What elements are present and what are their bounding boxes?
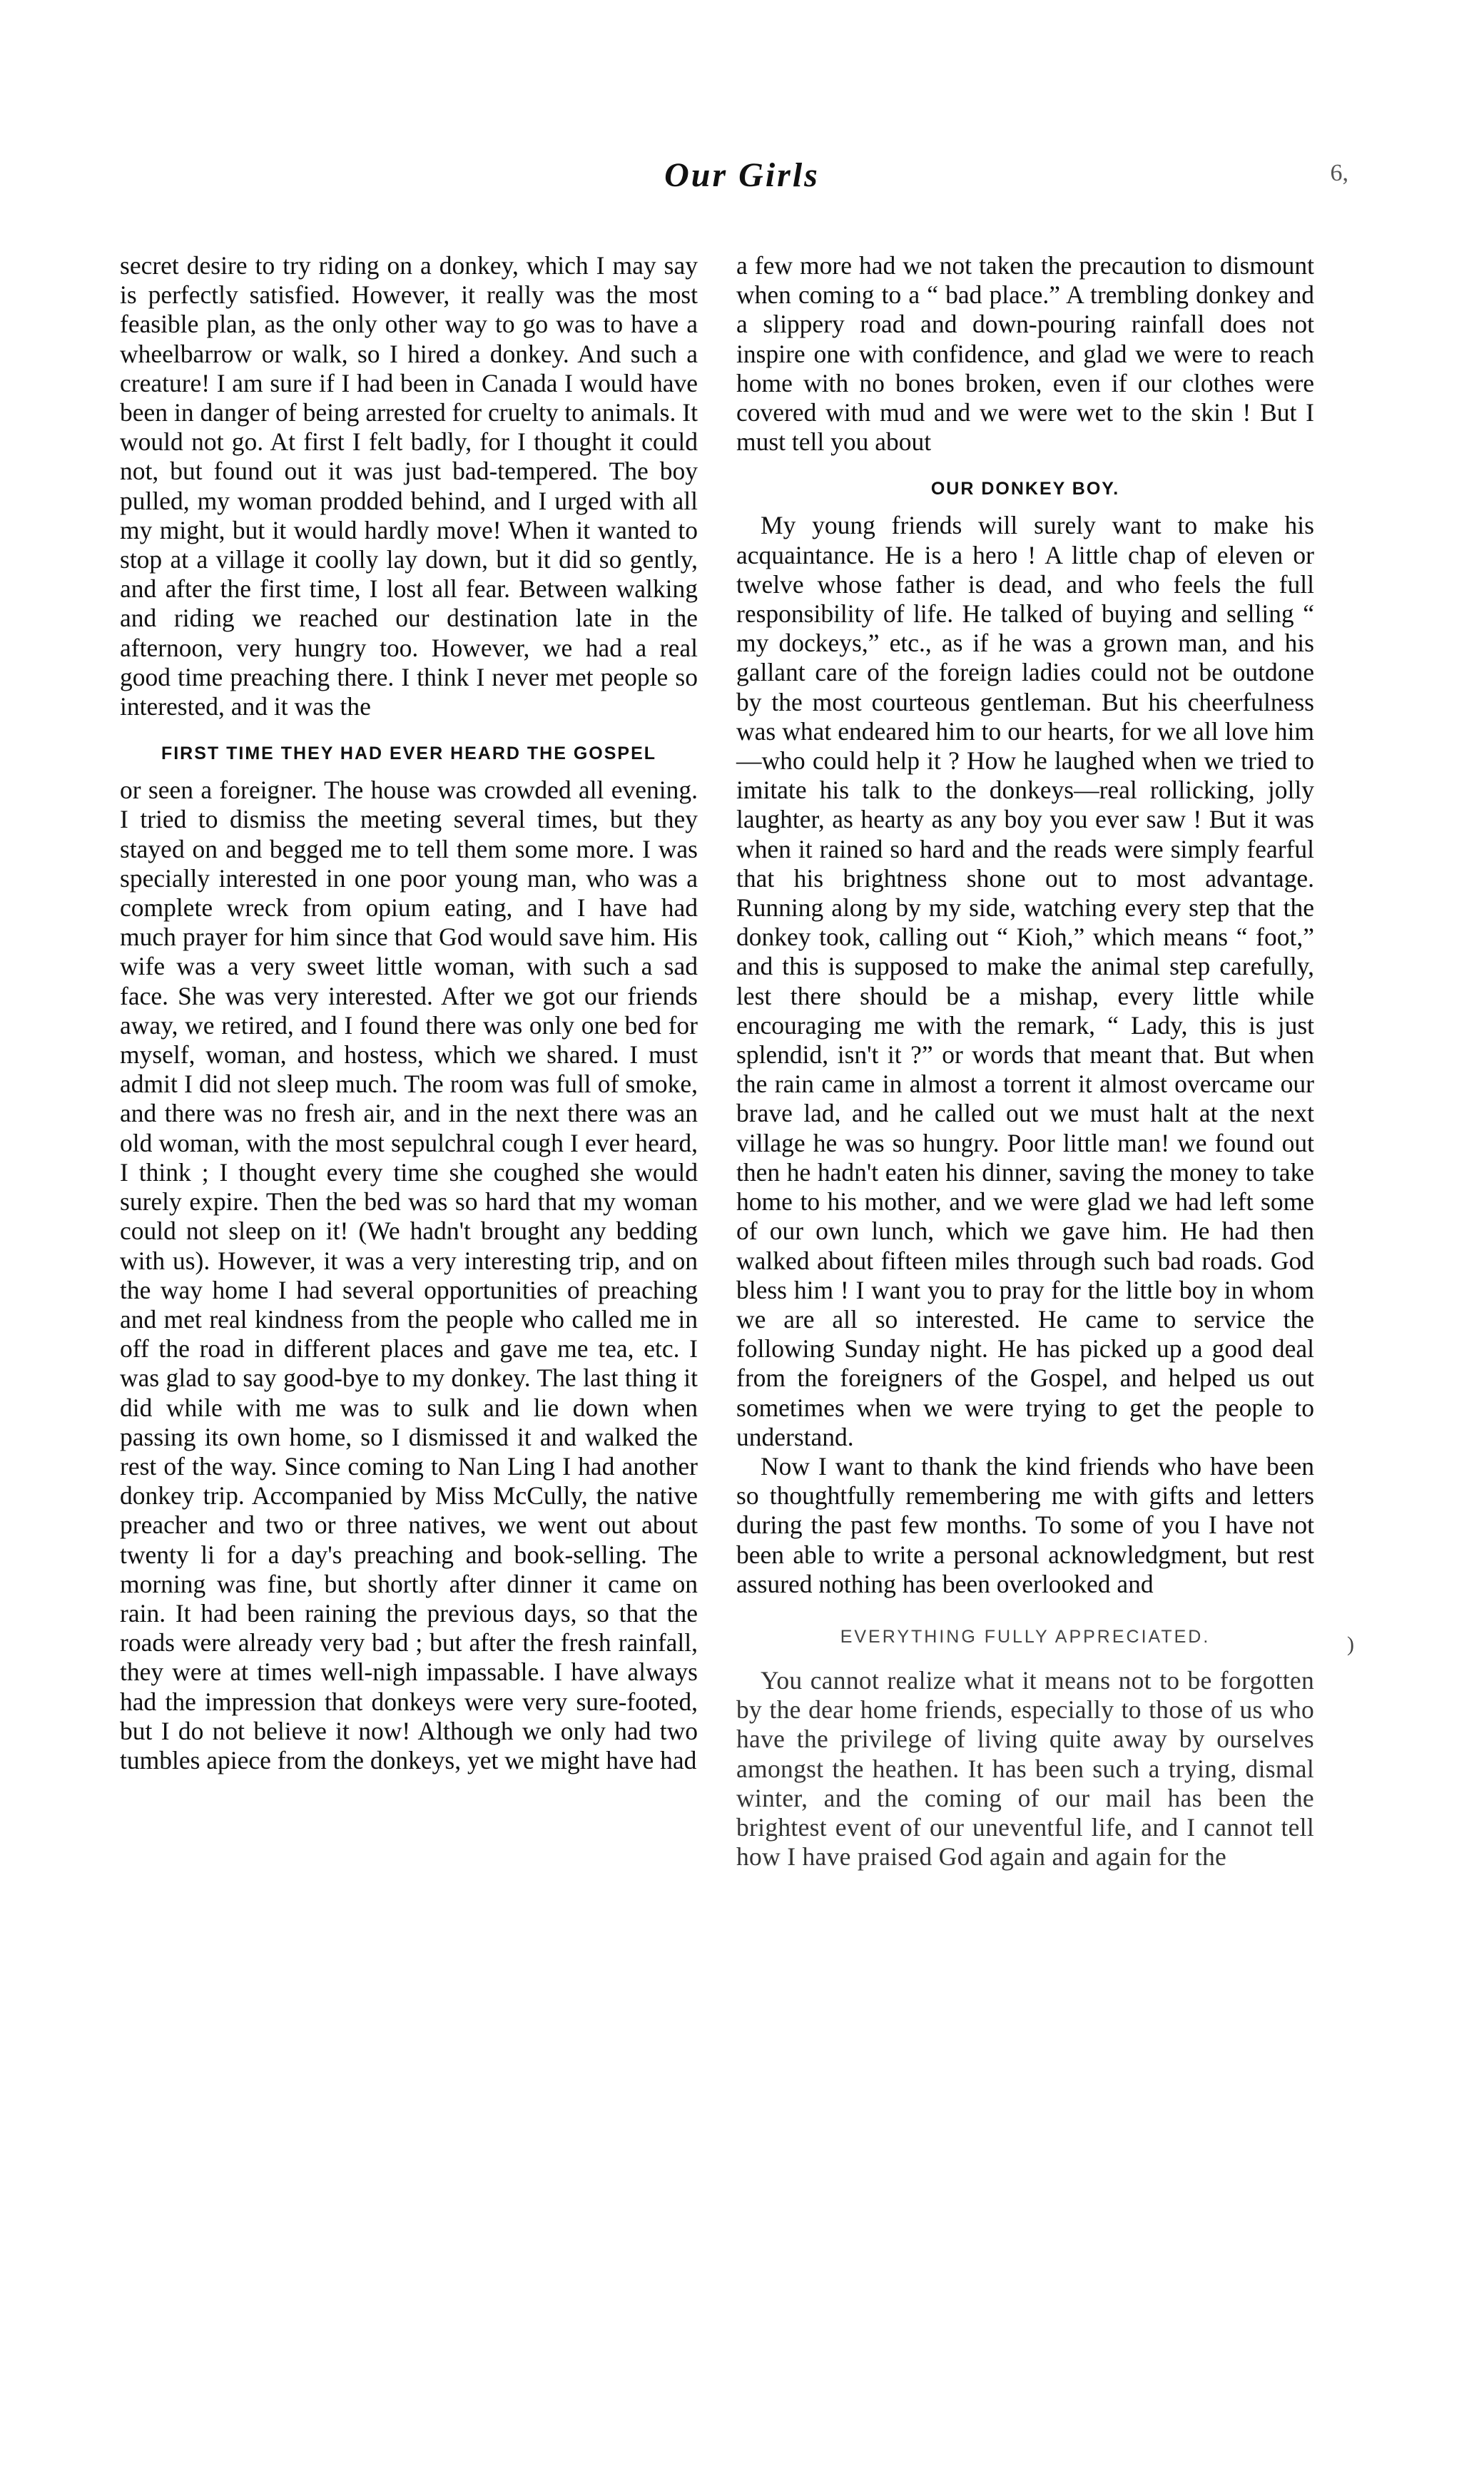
page-number: 6, bbox=[1330, 160, 1348, 186]
section-heading-appreciated: EVERYTHING FULLY APPRECIATED. bbox=[840, 1626, 1211, 1647]
right-paragraph-3: Now I want to thank the kind friends who have been so thoughtfully remembering me with gifts and letters during the past few months. To some of you I have not been able to write a personal acknowledgment, but rest assured nothing has been overlooked and bbox=[736, 1451, 1314, 1598]
section-heading-first-time: FIRST TIME THEY HAD EVER HEARD THE GOSPEL bbox=[161, 743, 657, 764]
right-column bbox=[736, 251, 1314, 1872]
section-heading-donkey-boy: OUR DONKEY BOY. bbox=[930, 479, 1120, 499]
margin-mark: ) bbox=[1347, 1633, 1354, 1656]
right-paragraph-1: a few more had we not taken the precaution to dismount when coming to a “ bad place.” A trembling donkey and a slippery road and down-pouring rainfall does not inspire one with confidence, and glad we were to reach home with no bones broken, even if our clothes were covered with mud and we were wet to the skin ! But I must tell you about bbox=[736, 251, 1314, 457]
magazine-title: Our Girls bbox=[664, 156, 820, 194]
right-paragraph-4: You cannot realize what it means not to be forgotten by the dear home friends, especially to those of us who have the privilege of living quite away by ourselves amongst the heathen. It has been such a trying, dismal winter, and the coming of our mail has been the brightest event of our uneventful life, and I cannot tell how I have praised God again and again for the bbox=[736, 1665, 1314, 1872]
left-paragraph-2: or seen a foreigner. The house was crowded all evening. I tried to dismiss the meeting several times, but they stayed on and begged me to tell them some more. I was specially interested in one poor young man, who was a complete wreck from opium eating, and I have had much prayer for him since that God would save him. His wife was a very sweet little woman, with such a sad face. She was very interested. After we got our friends away, we retired, and I found there was only one bed for myself, woman, and hostess, which we shared. I must admit I did not sleep much. The room was full of smoke, and there was no fresh air, and in the next there was an old woman, with the most sepulchral cough I ever heard, I think ; I thought every time she coughed she would surely expire. Then the bed was so hard that my woman could not sleep on it! (We hadn't brought any bedding with us). However, it was a very interesting trip, and on the way home I had several opportunities of preaching and met real kindness from the people who called me in off the road in different places and gave me tea, etc. I was glad to say good-bye to my donkey. The last thing it did while with me was to sulk and lie down when passing its own home, so I dismissed it and walked the rest of the way. Since coming to Nan Ling I had another donkey trip. Accompanied by Miss McCully, the native preacher and two or three natives, we went out about twenty li for a day's preaching and book-selling. The morning was fine, but shortly after dinner it came on rain. It had been raining the previous days, so that the roads were already very bad ; but after the fresh rainfall, they were at times well-nigh impassable. I have always had the impression that donkeys were very sure-footed, but I do not believe it now! Although we only had two tumbles apiece from the donkeys, yet we might have had bbox=[120, 776, 698, 1774]
left-paragraph-1: secret desire to try riding on a donkey, which I may say is perfectly satisfied. However, it really was the most feasible plan, as the only other way to go was to have a wheelbarrow or walk, so I hired a donkey. And such a creature! I am sure if I had been in Canada I would have been in danger of being arrested for cruelty to animals. It would not go. At first I felt badly, for I thought it could not, but found out it was just bad-tempered. The boy pulled, my woman prodded behind, and I urged with all my might, but it would hardly move! When it wanted to stop at a village it coolly lay down, but it did so gently, and after the first time, I lost all fear. Between walking and riding we reached our destination late in the afternoon, very hungry too. However, we had a real good time preaching there. I think I never met people so interested, and it was the bbox=[120, 251, 698, 721]
right-paragraph-2: My young friends will surely want to make his acquaintance. He is a hero ! A little chap of eleven or twelve whose father is dead, and who feels the full responsibility of life. He talked of buying and selling “ my dockeys,” etc., as if he was a grown man, and his gallant care of the foreign ladies could not be outdone by the most courteous gentleman. But his cheerfulness was what endeared him to our hearts, for we all love him—who could help it ? How he laughed when we tried to imitate his talk to the donkeys—real rollicking, jolly laughter, as hearty as any boy you ever saw ! But it was when it rained so hard and the reads were simply fearful that his brightness shone out to most advantage. Running along by my side, watching every step that the donkey took, calling out “ Kioh,” which means “ foot,” and this is supposed to make the animal step carefully, lest there should be a mishap, every little while encouraging me with the remark, “ Lady, this is just splendid, isn't it ?” or words that meant that. But when the rain came in almost a torrent it almost overcame our brave lad, and he called out we must halt at the next village he was so hungry. Poor little man! we found out then he hadn't eaten his dinner, saving the money to take home to his mother, and we were glad we had left some of our own lunch, which we gave him. He had then walked about fifteen miles through such bad roads. God bless him ! I want you to pray for the little boy in whom we are all so interested. He came to service the following Sunday night. He has picked up a good deal from the foreigners of the Gospel, and helped us out sometimes when we were trying to get the people to understand. bbox=[736, 511, 1314, 1451]
left-column bbox=[120, 251, 698, 1775]
